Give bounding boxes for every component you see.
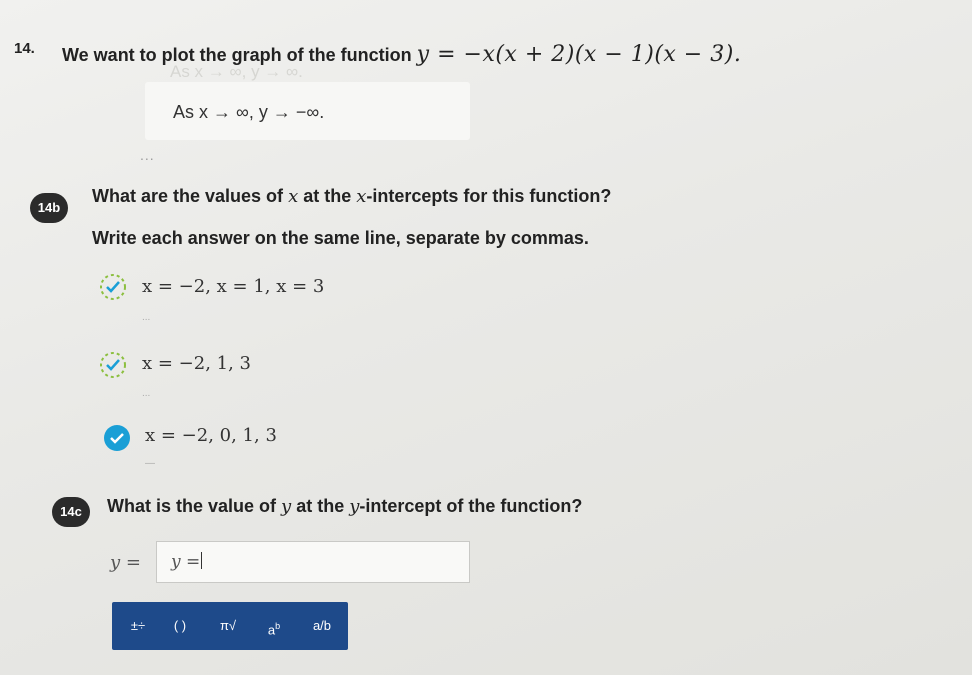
part-b-prompt: What are the values of x at the x-intercepts for this function? (92, 186, 612, 207)
answer-label: y = (110, 552, 141, 573)
math-toolbar (112, 602, 348, 650)
checkmark-icon (104, 425, 130, 451)
part-b-instruction: Write each answer on the same line, separate by commas. (92, 228, 589, 248)
question-text (62, 42, 741, 67)
attempt-note-1: ... (142, 312, 151, 323)
attempt-note-2: ... (142, 388, 151, 399)
attempt-note-3: — (145, 458, 155, 469)
partial-check-icon (98, 272, 128, 302)
input-value: y = (171, 552, 201, 572)
attempt-answer-3: x = −2, 0, 1, 3 (145, 425, 277, 446)
part-c-prompt: What is the value of y at the y-intercept of the function? (107, 496, 583, 517)
attempt-answer-2: x = −2, 1, 3 (142, 353, 252, 374)
attempt-answer-1: x = −2, x = 1, x = 3 (142, 276, 325, 297)
more-options-dots[interactable]: ... (140, 147, 155, 163)
question-intro: We want to plot the graph of the function (62, 45, 412, 65)
fraction-button[interactable]: a/b (312, 618, 332, 633)
end-behavior-answer-box[interactable] (145, 82, 470, 140)
partial-check-icon (98, 350, 128, 380)
function-expression: y = −x(x + 2)(x − 1)(x − 3). (416, 42, 742, 67)
text-cursor (201, 552, 202, 569)
end-behavior-text: As x → ∞, y → −∞. (173, 102, 325, 122)
part-badge-14c: 14c (52, 497, 90, 527)
parentheses-button[interactable]: ( ) (173, 618, 187, 633)
correct-check-icon (104, 425, 130, 451)
part-badge-14b: 14b (30, 193, 68, 223)
exponent-button[interactable]: $a^b$ (267, 621, 281, 638)
pi-root-button[interactable]: π√ (219, 618, 237, 633)
faded-previous-answer: As x → ∞, y → ∞. (170, 62, 303, 81)
operators-button[interactable]: ±÷ (130, 618, 146, 633)
question-number: 14. (14, 40, 35, 57)
y-intercept-input[interactable] (156, 541, 470, 583)
